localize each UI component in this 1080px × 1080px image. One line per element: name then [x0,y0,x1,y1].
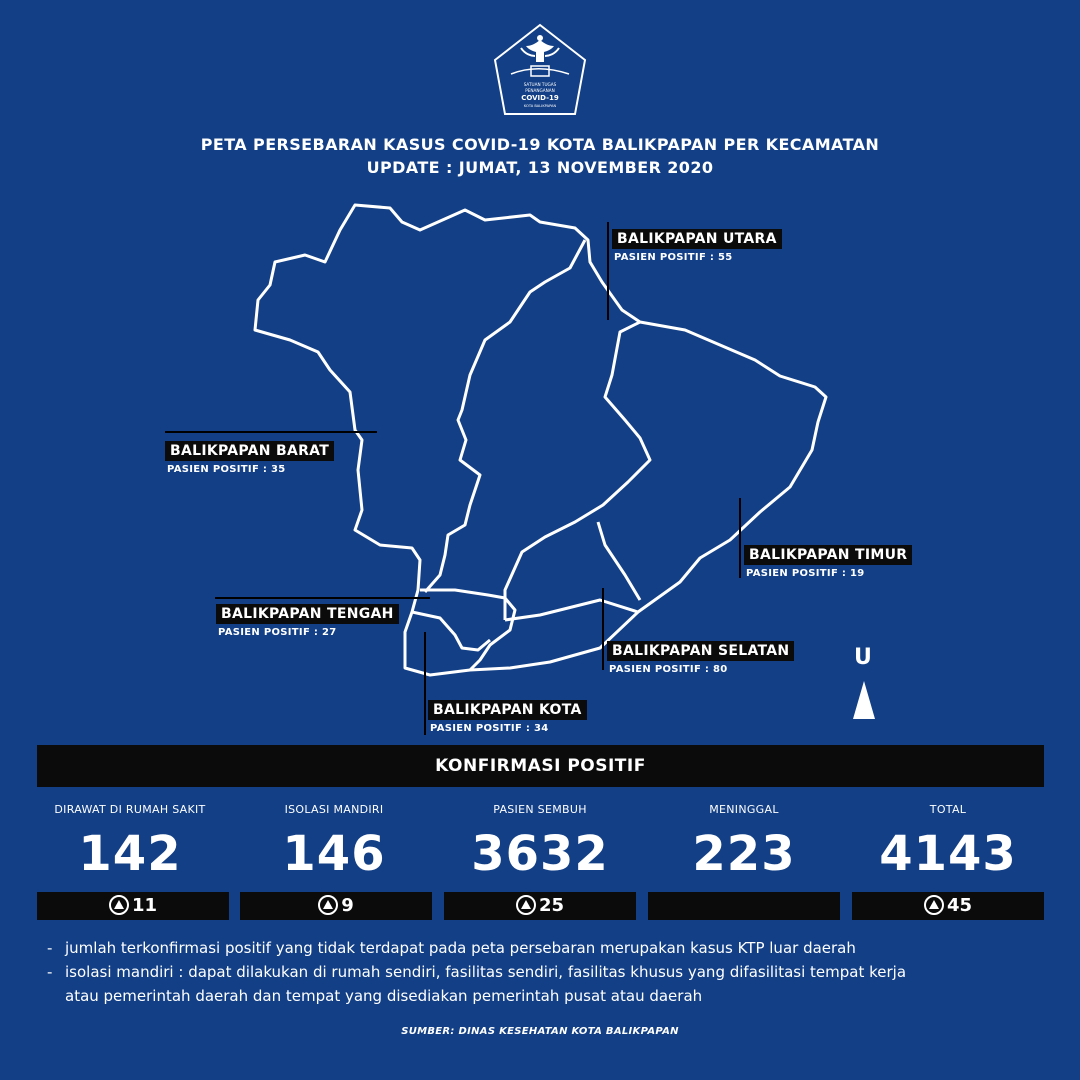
increase-arrow-icon [318,895,338,915]
stat-value: 142 [78,826,182,882]
stat-label: PASIEN SEMBUH [493,803,587,816]
map-border-timur-selatan [598,522,640,600]
district-label-timur [744,544,912,579]
delta-self-isolation [240,892,432,920]
district-label-kota [428,699,587,734]
covid-task-force-logo [491,22,589,118]
footnote-2-continued: atau pemerintah daerah dan tempat yang disediakan pemerintah pusat atau daerah [65,987,703,1005]
increase-arrow-icon [109,895,129,915]
stat-recovered [440,800,640,882]
district-positive: PASIEN POSITIF : 80 [609,664,728,675]
stat-value: 146 [282,826,386,882]
district-positive: PASIEN POSITIF : 34 [430,723,549,734]
footnote-2: isolasi mandiri : dapat dilakukan di rumah sendiri, fasilitas sendiri, fasilitas khusus yang difasilitasi tempat kerja [65,963,907,981]
district-name: BALIKPAPAN UTARA [612,229,782,249]
district-positive: PASIEN POSITIF : 55 [614,252,733,263]
compass-label: U [854,645,872,670]
district-name: BALIKPAPAN SELATAN [607,641,794,661]
delta-value: 11 [131,895,158,916]
stat-self-isolation [234,800,434,882]
delta-recovered [444,892,636,920]
logo-line-4: KOTA BALIKPAPAN [523,104,557,108]
district-name: BALIKPAPAN KOTA [428,700,587,720]
delta-deaths [648,892,840,920]
delta-total [852,892,1044,920]
logo-line-2: PENANGANAN [525,88,555,93]
delta-hospitalized [37,892,229,920]
map-border-utara-barat [425,240,585,592]
district-name: BALIKPAPAN BARAT [165,441,334,461]
delta-value: 25 [538,895,565,916]
stat-hospitalized [30,800,230,882]
footnotes: - jumlah terkonfirmasi positif yang tidak terdapat pada peta persebaran merupakan kasus KTP luar daerah - isolasi mandiri : dapat dilakukan di rumah sendiri, fasilitas sendiri, fasilitas khusus yang difasilitasi tempat kerja atau pemerintah daerah dan tempat yang disediakan pemerintah pusat atau daerah [47,936,1047,1008]
district-map [0,190,1080,740]
increase-arrow-icon [516,895,536,915]
footnote-1: jumlah terkonfirmasi positif yang tidak terdapat pada peta persebaran merupakan kasus KTP luar daerah [65,939,856,957]
stat-value: 223 [692,826,796,882]
delta-value: 45 [946,895,973,916]
stat-total [848,800,1048,882]
map-border-tengah-kota [412,612,490,650]
stat-value: 4143 [879,826,1017,882]
stat-label: ISOLASI MANDIRI [284,803,384,816]
stat-label: MENINGGAL [709,803,779,816]
stat-value: 3632 [471,826,609,882]
district-label-tengah [216,603,399,638]
north-compass [850,645,880,720]
summary-heading: KONFIRMASI POSITIF [37,745,1044,787]
district-label-selatan [607,640,794,675]
delta-value: 9 [341,895,354,916]
source-credit: SUMBER: DINAS KESEHATAN KOTA BALIKPAPAN [401,1026,679,1037]
district-label-utara [612,228,782,263]
logo-line-1: SATUAN TUGAS [523,82,557,87]
district-positive: PASIEN POSITIF : 19 [746,568,865,579]
north-arrow-icon [853,681,875,719]
stat-label: DIRAWAT DI RUMAH SAKIT [54,803,206,816]
stat-deaths [644,800,844,882]
district-name: BALIKPAPAN TIMUR [744,545,912,565]
increase-arrow-icon [924,895,944,915]
logo-line-3: COVID-19 [521,94,559,102]
map-border-tengah-selatan [420,590,515,670]
map-border-kota-selatan [505,600,638,620]
district-name: BALIKPAPAN TENGAH [216,604,399,624]
update-date: UPDATE : JUMAT, 13 NOVEMBER 2020 [366,158,714,177]
map-border-utara-timur [505,322,650,620]
district-positive: PASIEN POSITIF : 35 [167,464,286,475]
district-label-barat [165,440,334,475]
page-title: PETA PERSEBARAN KASUS COVID-19 KOTA BALIKPAPAN PER KECAMATAN [200,135,880,154]
stat-label: TOTAL [929,803,967,816]
district-positive: PASIEN POSITIF : 27 [218,627,337,638]
